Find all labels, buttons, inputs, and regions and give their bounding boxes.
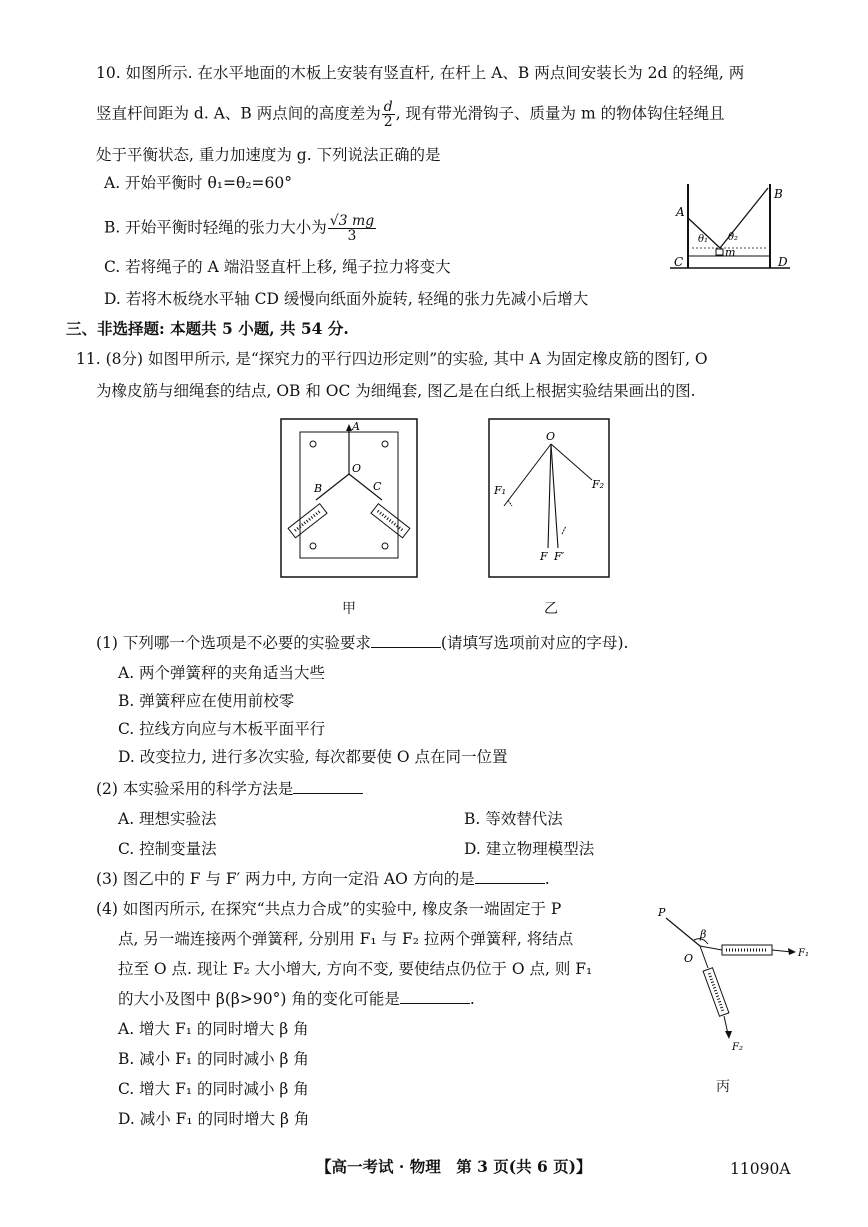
q11-p3-period: . xyxy=(544,870,550,888)
q11-p1-option-c: C. 拉线方向应与木板平面平行 xyxy=(118,720,326,738)
q10-option-b-num: √3 mg xyxy=(329,213,375,229)
q10-option-b-pre: B. 开始平衡时轻绳的张力大小为 xyxy=(104,218,327,237)
q11-p1-option-b: B. 弹簧秤应在使用前校零 xyxy=(118,692,295,710)
fprime-vector xyxy=(551,444,558,548)
f1-vector xyxy=(504,444,551,506)
q11-p1-option-a: A. 两个弹簧秤的夹角适当大些 xyxy=(118,664,326,682)
q11-p1-post: (请填写选项前对应的字母). xyxy=(440,634,629,652)
q11-p4-option-b: B. 减小 F₁ 的同时减小 β 角 xyxy=(118,1050,309,1068)
q10-line2-pre: 竖直杆间距为 d. A、B 两点间的高度差为 xyxy=(96,104,381,123)
label-c: C xyxy=(674,255,684,269)
q11-p4-text: 的大小及图中 β(β>90°) 角的变化可能是 xyxy=(118,990,400,1008)
figure-yi xyxy=(488,418,610,578)
label-theta2: θ₂ xyxy=(728,232,739,243)
q10-frac-num: d xyxy=(383,99,393,115)
q11-p4-option-c: C. 增大 F₁ 的同时减小 β 角 xyxy=(118,1080,309,1098)
f2-dash xyxy=(562,526,566,534)
label-c: C xyxy=(373,480,382,493)
q10-option-b-fraction xyxy=(328,214,377,243)
label-o: O xyxy=(684,952,694,965)
answer-blank-3[interactable] xyxy=(475,869,545,884)
label-b: B xyxy=(774,187,783,201)
label-o: O xyxy=(352,462,362,475)
figure-jia xyxy=(280,418,418,578)
q11-p2-option-c: C. 控制变量法 xyxy=(118,840,217,858)
q11-p1-text: (1) 下列哪一个选项是不必要的实验要求 xyxy=(96,634,371,652)
pin-tr xyxy=(382,441,388,447)
figure-bing xyxy=(652,902,812,1062)
q11-p2-option-b: B. 等效替代法 xyxy=(464,810,563,828)
q10-frac-den: 2 xyxy=(383,114,393,130)
section-heading: 三、非选择题: 本题共 5 小题, 共 54 分. xyxy=(66,319,349,338)
caption-jia: 甲 xyxy=(342,601,356,617)
q10-option-b xyxy=(104,214,377,243)
q10-line2 xyxy=(96,100,725,129)
f1-dash xyxy=(508,500,512,506)
q11-p4-period: . xyxy=(469,990,475,1008)
label-fprime: F′ xyxy=(554,550,565,563)
q11-p2-text: (2) 本实验采用的科学方法是 xyxy=(96,780,294,798)
q11-p4-line1: (4) 如图丙所示, 在探究“共点力合成”的实验中, 橡皮条一端固定于 P xyxy=(96,900,562,918)
q10-option-d: D. 若将木板绕水平轴 CD 缓慢向纸面外旋转, 轻绳的张力先减小后增大 xyxy=(104,290,589,308)
answer-blank-4[interactable] xyxy=(400,989,470,1004)
q11-p4-line3: 拉至 O 点. 现让 F₂ 大小增大, 方向不变, 要使结点仍位于 O 点, 则 F₁ xyxy=(118,960,593,978)
caption-yi: 乙 xyxy=(544,601,558,617)
footer-code: 11090A xyxy=(730,1160,791,1178)
q10-line1: 10. 如图所示. 在水平地面的木板上安装有竖直杆, 在杆上 A、B 两点间安装长为 2d 的轻绳, 两 xyxy=(96,64,745,82)
q10-line2-post: , 现有带光滑钩子、质量为 m 的物体钩住轻绳且 xyxy=(395,104,725,123)
label-f: F xyxy=(540,550,548,563)
label-theta1: θ₁ xyxy=(698,234,709,245)
pin-br xyxy=(382,543,388,549)
label-b: B xyxy=(314,482,323,495)
spring-scale-left xyxy=(288,504,327,538)
q11-p3 xyxy=(96,868,550,890)
label-p: P xyxy=(658,906,666,919)
q11-p3-text: (3) 图乙中的 F 与 F′ 两力中, 方向一定沿 AO 方向的是 xyxy=(96,870,475,888)
f2-vector xyxy=(551,444,592,480)
spring-scale-f2 xyxy=(703,968,729,1017)
q10-option-b-den: 3 xyxy=(347,228,357,244)
label-f2: F₂ xyxy=(592,478,605,491)
q11-p1-option-d: D. 改变拉力, 进行多次实验, 每次都要使 O 点在同一位置 xyxy=(118,748,508,766)
label-o: O xyxy=(546,430,556,443)
answer-blank-1[interactable] xyxy=(371,633,441,648)
q11-p4-option-d: D. 减小 F₁ 的同时增大 β 角 xyxy=(118,1110,310,1128)
f2-arrowhead xyxy=(725,1031,732,1039)
q11-p4-line4 xyxy=(118,988,475,1010)
answer-blank-2[interactable] xyxy=(293,779,363,794)
q10-line3: 处于平衡状态, 重力加速度为 g. 下列说法正确的是 xyxy=(96,146,441,164)
string-right xyxy=(700,946,722,950)
label-a: A xyxy=(676,205,685,219)
label-m: m xyxy=(725,246,736,259)
f1-arrowhead xyxy=(788,948,796,955)
label-beta: β xyxy=(700,928,707,941)
q11-p2-option-d: D. 建立物理模型法 xyxy=(464,840,595,858)
q11-p4-line2: 点, 另一端连接两个弹簧秤, 分别用 F₁ 与 F₂ 拉两个弹簧秤, 将结点 xyxy=(118,930,574,948)
q11-p2 xyxy=(96,778,363,800)
label-a: A xyxy=(352,420,360,433)
q11-p2-option-a: A. 理想实验法 xyxy=(118,810,217,828)
q10-option-a: A. 开始平衡时 θ₁=θ₂=60° xyxy=(104,174,293,192)
q11-line2: 为橡皮筋与细绳套的结点, OB 和 OC 为细绳套, 图乙是在白纸上根据实验结果画出的图. xyxy=(96,382,696,400)
footer-center: 【高一考试 · 物理 第 3 页(共 6 页)】 xyxy=(316,1157,592,1176)
label-f2: F₂ xyxy=(732,1042,743,1053)
rubber-band-po xyxy=(666,918,700,946)
q10-figure xyxy=(660,176,800,280)
q10-option-c: C. 若将绳子的 A 端沿竖直杆上移, 绳子拉力将变大 xyxy=(104,258,451,276)
pin-bl xyxy=(310,543,316,549)
f-vector xyxy=(548,444,551,548)
mass-block xyxy=(716,249,723,255)
q11-p1 xyxy=(96,632,628,654)
q10-fraction xyxy=(382,100,395,129)
label-f1: F₁ xyxy=(494,484,507,497)
label-f1: F₁ xyxy=(798,948,809,959)
string-down xyxy=(700,946,708,968)
q11-p4-option-a: A. 增大 F₁ 的同时增大 β 角 xyxy=(118,1020,309,1038)
spring-scale-right xyxy=(371,504,410,538)
caption-bing: 丙 xyxy=(716,1079,730,1095)
label-d: D xyxy=(778,255,788,269)
pin-tl xyxy=(310,441,316,447)
q11-line1: 11. (8分) 如图甲所示, 是“探究力的平行四边形定则”的实验, 其中 A 为固定橡皮筋的图钉, O xyxy=(76,350,708,368)
